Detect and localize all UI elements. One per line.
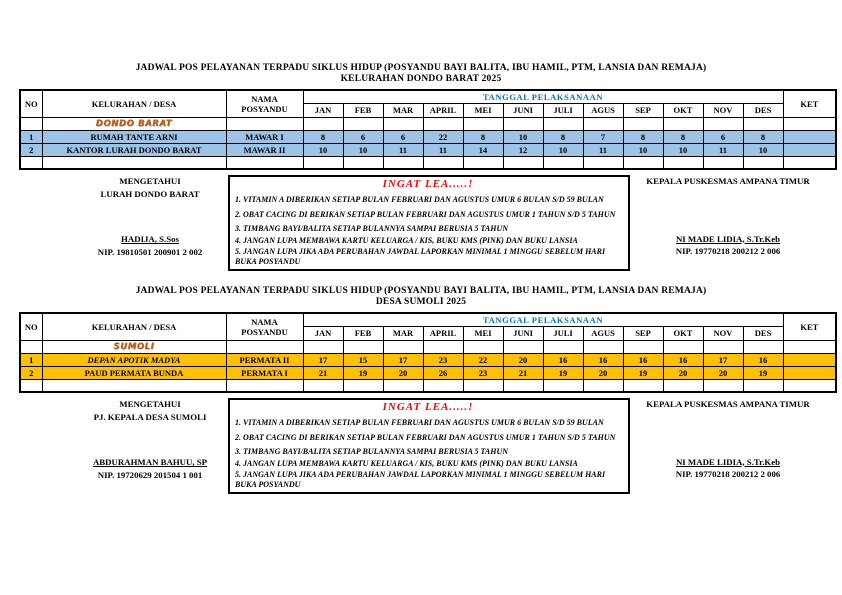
empty-cell <box>383 379 423 392</box>
reminder-item: 1. VITAMIN A DIBERIKAN SETIAP BULAN FEBRUARI DAN AGUSTUS UMUR 6 BULAN S/D 59 BULAN <box>235 195 604 204</box>
cell-date: 8 <box>303 130 343 143</box>
group-row <box>20 117 836 130</box>
cell-date: 8 <box>463 130 503 143</box>
cell-date: 11 <box>583 143 623 156</box>
cell-date: 21 <box>303 366 343 379</box>
title-line-1: JADWAL POS PELAYANAN TERPADU SIKLUS HIDUP (POSYANDU BAYI BALITA, IBU HAMIL, PTM, LANSIA DAN REMAJA) <box>135 63 707 73</box>
cell-no: 1 <box>20 130 42 143</box>
cell-ket <box>783 366 836 379</box>
reminder-item: 2. OBAT CACING DI BERIKAN SETIAP BULAN FEBRUARI DAN AGUSTUS UMUR 1 TAHUN S/D 5 TAHUN <box>235 209 616 219</box>
empty-cell <box>226 156 303 169</box>
empty-cell <box>20 156 42 169</box>
month-header: FEB <box>343 103 383 117</box>
signature-heading: KEPALA PUSKESMAS AMPANA TIMUR <box>646 176 810 186</box>
empty-row <box>20 156 836 169</box>
cell-date: 12 <box>503 143 543 156</box>
empty-cell <box>703 156 743 169</box>
cell-date: 22 <box>423 130 463 143</box>
cell-date: 16 <box>543 353 583 366</box>
empty-cell <box>303 156 343 169</box>
empty-cell <box>783 379 836 392</box>
cell-date <box>743 117 783 130</box>
reminder-item: 5. JANGAN LUPA JIKA ADA PERUBAHAN JAWDAL LAPORKAN MINIMAL 1 MINGGU SEBELUM HARI BUKA POSYANDU <box>235 470 606 489</box>
cell-date <box>743 340 783 353</box>
cell-date: 17 <box>383 353 423 366</box>
cell-date <box>343 340 383 353</box>
month-header: NOV <box>703 326 743 340</box>
nama-header-line-1: NAMA <box>251 93 278 104</box>
cell-date: 19 <box>343 366 383 379</box>
empty-cell <box>783 156 836 169</box>
empty-cell <box>42 379 226 392</box>
reminder-box <box>228 398 630 494</box>
no-header: NO <box>20 90 42 117</box>
cell-date: 26 <box>423 366 463 379</box>
cell-date <box>503 340 543 353</box>
month-header: JUNI <box>503 326 543 340</box>
cell-date: 19 <box>543 366 583 379</box>
empty-cell <box>42 156 226 169</box>
cell-date: 21 <box>503 366 543 379</box>
group-label: SUMOLI <box>42 340 226 353</box>
nama-header-line-2: POSYANDU <box>241 103 288 114</box>
month-header: MAR <box>383 103 423 117</box>
group-row <box>20 340 836 353</box>
reminder-item: 3. TIMBANG BAYI/BALITA SETIAP BULANNYA SAMPAI BERUSIA 5 TAHUN <box>235 224 509 233</box>
month-header: SEP <box>623 326 663 340</box>
nama-header-line-2: POSYANDU <box>241 326 288 337</box>
cell-kelurahan: RUMAH TANTE ARNI <box>42 130 226 143</box>
empty-cell <box>423 379 463 392</box>
cell-nama: PERMATA I <box>226 366 303 379</box>
cell-ket <box>783 340 836 353</box>
reminder-item: 2. OBAT CACING DI BERIKAN SETIAP BULAN FEBRUARI DAN AGUSTUS UMUR 1 TAHUN S/D 5 TAHUN <box>235 432 616 442</box>
cell-date: 14 <box>463 143 503 156</box>
empty-cell <box>703 379 743 392</box>
no-header: NO <box>20 313 42 340</box>
cell-date: 8 <box>543 130 583 143</box>
signature-row <box>0 175 842 275</box>
empty-cell <box>743 379 783 392</box>
month-header: JULI <box>543 103 583 117</box>
cell-no: 2 <box>20 366 42 379</box>
cell-date: 7 <box>583 130 623 143</box>
reminder-items <box>235 418 621 489</box>
signatory-nip: NIP. 19810501 200901 2 002 <box>97 246 203 257</box>
cell-date <box>703 117 743 130</box>
header-row-1 <box>20 90 836 103</box>
section-dondo-barat <box>0 63 842 275</box>
empty-cell <box>20 379 42 392</box>
schedule-table <box>19 312 837 393</box>
table-row <box>20 143 836 156</box>
kelurahan-header: KELURAHAN / DESA <box>42 313 226 340</box>
empty-cell <box>503 156 543 169</box>
month-header: MEI <box>463 326 503 340</box>
signatory-name: NI MADE LIDIA, S.Tr.Keb <box>675 456 781 467</box>
cell-date: 8 <box>663 130 703 143</box>
month-header: JAN <box>303 103 343 117</box>
cell-date: 22 <box>463 353 503 366</box>
month-header: NOV <box>703 103 743 117</box>
cell-date: 6 <box>343 130 383 143</box>
cell-date <box>423 117 463 130</box>
cell-date: 17 <box>303 353 343 366</box>
cell-date: 19 <box>623 366 663 379</box>
cell-date <box>703 340 743 353</box>
cell-nama <box>226 340 303 353</box>
title-line-1: JADWAL POS PELAYANAN TERPADU SIKLUS HIDUP (POSYANDU BAYI BALITA, IBU HAMIL, PTM, LANSIA DAN REMAJA) <box>135 286 707 296</box>
empty-cell <box>303 379 343 392</box>
month-header: DES <box>743 103 783 117</box>
section-sumoli <box>0 286 842 498</box>
cell-date: 8 <box>743 130 783 143</box>
empty-cell <box>226 379 303 392</box>
title-line-2: DESA SUMOLI 2025 <box>375 297 467 307</box>
month-header: OKT <box>663 103 703 117</box>
kelurahan-header: KELURAHAN / DESA <box>42 90 226 117</box>
table-body <box>20 340 836 392</box>
cell-date: 10 <box>503 130 543 143</box>
cell-date: 6 <box>703 130 743 143</box>
reminder-item: 1. VITAMIN A DIBERIKAN SETIAP BULAN FEBRUARI DAN AGUSTUS UMUR 6 BULAN S/D 59 BULAN <box>235 418 604 427</box>
signature-heading: MENGETAHUI <box>119 399 181 409</box>
cell-no: 2 <box>20 143 42 156</box>
signatory-name: ABDURAHMAN BAHUU, SP <box>92 457 208 467</box>
cell-no <box>20 117 42 130</box>
table-row <box>20 366 836 379</box>
cell-date: 6 <box>383 130 423 143</box>
cell-date: 10 <box>543 143 583 156</box>
reminder-title: INGAT LEA.....! <box>382 401 474 413</box>
cell-date: 20 <box>383 366 423 379</box>
ket-header: KET <box>783 313 836 340</box>
section-title <box>0 63 842 85</box>
cell-date: 10 <box>663 143 703 156</box>
cell-date <box>383 340 423 353</box>
cell-date <box>383 117 423 130</box>
cell-nama: PERMATA II <box>226 353 303 366</box>
ket-header: KET <box>783 90 836 117</box>
month-header: APRIL <box>423 103 463 117</box>
cell-no <box>20 340 42 353</box>
cell-date <box>543 340 583 353</box>
schedule-table <box>19 89 837 170</box>
cell-date: 19 <box>743 366 783 379</box>
empty-cell <box>583 156 623 169</box>
tanggal-header: TANGGAL PELAKSANAAN <box>303 90 783 103</box>
reminder-item: 4. JANGAN LUPA MEMBAWA KARTU KELUARGA / KIS, BUKU KMS (PINK) DAN BUKU LANSIA <box>235 235 578 245</box>
cell-date <box>463 340 503 353</box>
cell-date: 17 <box>703 353 743 366</box>
signature-heading: PJ. KEPALA DESA SUMOLI <box>93 411 207 422</box>
cell-date: 20 <box>503 353 543 366</box>
empty-cell <box>343 379 383 392</box>
reminder-box <box>228 175 630 271</box>
empty-cell <box>663 379 703 392</box>
nama-posyandu-header <box>226 90 303 117</box>
group-label: DONDO BARAT <box>42 117 226 130</box>
cell-date <box>583 117 623 130</box>
cell-date <box>463 117 503 130</box>
cell-date: 15 <box>343 353 383 366</box>
reminder-items <box>235 195 621 266</box>
cell-date <box>303 117 343 130</box>
cell-date <box>663 340 703 353</box>
cell-ket <box>783 143 836 156</box>
section-title <box>0 286 842 308</box>
cell-date <box>623 117 663 130</box>
cell-date <box>663 117 703 130</box>
month-header: JUNI <box>503 103 543 117</box>
cell-date: 23 <box>423 353 463 366</box>
cell-nama <box>226 117 303 130</box>
cell-date <box>503 117 543 130</box>
nama-posyandu-header <box>226 313 303 340</box>
cell-date: 10 <box>743 143 783 156</box>
cell-date: 11 <box>423 143 463 156</box>
signature-row <box>0 398 842 498</box>
cell-nama: MAWAR II <box>226 143 303 156</box>
cell-nama: MAWAR I <box>226 130 303 143</box>
cell-date: 10 <box>623 143 663 156</box>
cell-kelurahan: PAUD PERMATA BUNDA <box>42 366 226 379</box>
cell-date: 23 <box>463 366 503 379</box>
signatory-nip: NIP. 19770218 200212 2 006 <box>675 246 781 256</box>
cell-date <box>583 340 623 353</box>
signatory-name: NI MADE LIDIA, S.Tr.Keb <box>675 233 781 244</box>
month-header: APRIL <box>423 326 463 340</box>
reminder-title: INGAT LEA.....! <box>382 178 474 190</box>
cell-date: 11 <box>383 143 423 156</box>
signature-block-left <box>40 175 260 258</box>
month-header: MEI <box>463 103 503 117</box>
empty-cell <box>463 379 503 392</box>
empty-cell <box>343 156 383 169</box>
empty-cell <box>543 379 583 392</box>
cell-date <box>423 340 463 353</box>
month-header: JULI <box>543 326 583 340</box>
header-row-1 <box>20 313 836 326</box>
cell-date: 16 <box>663 353 703 366</box>
signature-block-left <box>40 398 260 481</box>
empty-cell <box>743 156 783 169</box>
month-header: JAN <box>303 326 343 340</box>
cell-date: 16 <box>583 353 623 366</box>
signature-heading: KEPALA PUSKESMAS AMPANA TIMUR <box>646 399 810 409</box>
table-row <box>20 353 836 366</box>
cell-kelurahan: DEPAN APOTIK MADYA <box>42 353 226 366</box>
cell-date <box>343 117 383 130</box>
cell-date: 8 <box>623 130 663 143</box>
cell-date: 16 <box>623 353 663 366</box>
cell-ket <box>783 117 836 130</box>
empty-cell <box>503 379 543 392</box>
table-row <box>20 130 836 143</box>
month-header: FEB <box>343 326 383 340</box>
nama-header-line-1: NAMA <box>251 316 278 327</box>
cell-date: 16 <box>743 353 783 366</box>
cell-date: 11 <box>703 143 743 156</box>
empty-cell <box>623 156 663 169</box>
month-header: AGUS <box>583 326 623 340</box>
cell-date <box>303 340 343 353</box>
cell-kelurahan: KANTOR LURAH DONDO BARAT <box>42 143 226 156</box>
cell-date: 20 <box>703 366 743 379</box>
cell-ket <box>783 130 836 143</box>
cell-ket <box>783 353 836 366</box>
reminder-item: 4. JANGAN LUPA MEMBAWA KARTU KELUARGA / KIS, BUKU KMS (PINK) DAN BUKU LANSIA <box>235 458 578 468</box>
signature-heading: LURAH DONDO BARAT <box>100 188 200 199</box>
signature-block-right <box>624 175 832 258</box>
cell-date: 20 <box>583 366 623 379</box>
cell-date: 10 <box>303 143 343 156</box>
cell-date <box>623 340 663 353</box>
signature-block-right <box>624 398 832 481</box>
empty-cell <box>623 379 663 392</box>
month-header: DES <box>743 326 783 340</box>
month-header: OKT <box>663 326 703 340</box>
empty-cell <box>463 156 503 169</box>
tanggal-header: TANGGAL PELAKSANAAN <box>303 313 783 326</box>
month-header: SEP <box>623 103 663 117</box>
reminder-item: 3. TIMBANG BAYI/BALITA SETIAP BULANNYA SAMPAI BERUSIA 5 TAHUN <box>235 447 509 456</box>
empty-row <box>20 379 836 392</box>
signature-heading: MENGETAHUI <box>119 176 181 186</box>
title-line-2: KELURAHAN DONDO BARAT 2025 <box>340 74 502 84</box>
empty-cell <box>543 156 583 169</box>
cell-date <box>543 117 583 130</box>
cell-date: 10 <box>343 143 383 156</box>
cell-no: 1 <box>20 353 42 366</box>
reminder-item: 5. JANGAN LUPA JIKA ADA PERUBAHAN JAWDAL LAPORKAN MINIMAL 1 MINGGU SEBELUM HARI BUKA POSYANDU <box>235 247 606 266</box>
signatory-nip: NIP. 19770218 200212 2 006 <box>675 469 781 479</box>
cell-date: 20 <box>663 366 703 379</box>
empty-cell <box>383 156 423 169</box>
month-header: MAR <box>383 326 423 340</box>
signatory-name: HADIJA, S.Sos <box>121 234 179 244</box>
table-body <box>20 117 836 169</box>
empty-cell <box>663 156 703 169</box>
empty-cell <box>423 156 463 169</box>
empty-cell <box>583 379 623 392</box>
month-header: AGUS <box>583 103 623 117</box>
signatory-nip: NIP. 19720629 201504 1 001 <box>97 469 203 480</box>
